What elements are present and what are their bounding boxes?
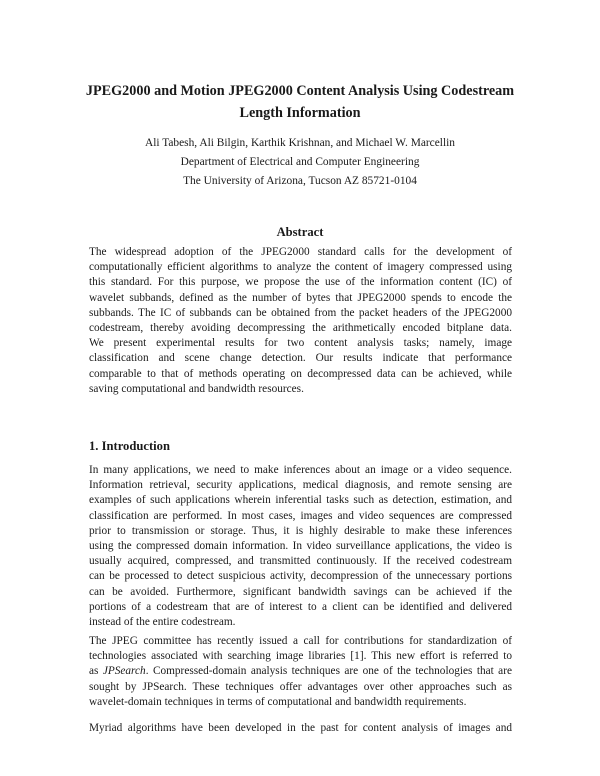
text-line: Myriad algorithms have been developed in the past for content analysis of images and: [89, 722, 512, 734]
text-line: The widespread adoption of the JPEG2000 standard calls for the development of: [89, 246, 512, 258]
paper-title-line-2: Length Information: [239, 105, 361, 121]
text-line: portions of a codestream that are of interest to a client can be identified and delivered: [89, 600, 512, 613]
text-line: can be processed to detect suspicious activity, decompression of the unnecessary portions: [89, 570, 512, 583]
text-line: classification are performed. In most cases, images and video sequences are compressed: [89, 509, 512, 522]
text-line: technologies associated with searching image libraries [1]. This new effort is referred to: [89, 650, 512, 663]
text-line: sought by JPSearch. These techniques offer advantages over other approaches such as: [89, 680, 512, 693]
text-line: usually acquired, compressed, and transmitted continuously. If the received codestream: [89, 555, 512, 568]
introduction-paragraph-3: [89, 721, 512, 736]
text-line: this standard. For this purpose, we propose the use of the information content (IC) of: [89, 276, 512, 289]
abstract-body: [89, 245, 512, 397]
paper-title-line-1: JPEG2000 and Motion JPEG2000 Content Analysis Using Codestream: [85, 83, 515, 99]
affiliation: The University of Arizona, Tucson AZ 85721-0104: [183, 175, 417, 187]
text-line: can be avoided. Furthermore, significant bandwidth savings can be achieved if the: [89, 585, 512, 598]
introduction-paragraph-2: [89, 634, 512, 710]
department: Department of Electrical and Computer Engineering: [180, 156, 420, 168]
text-line: We present experimental results for two content analysis tasks; namely, image: [89, 337, 512, 350]
text-line: In many applications, we need to make inferences about an image or a video sequence.: [89, 464, 512, 476]
text-line: The JPEG committee has recently issued a call for contributions for standardization of: [89, 635, 512, 647]
text-line: classification and scene change detection. Our results indicate that performance: [89, 352, 512, 365]
introduction-paragraph-1: [89, 463, 512, 630]
introduction-heading: 1. Introduction: [89, 439, 170, 453]
text-line: computationally efficient algorithms to analyze the content of imagery compressed using: [89, 261, 512, 274]
text-line: prior to transmission or storage. Thus, it is highly desirable to make these inferences: [89, 524, 512, 537]
text-line: Information retrieval, security applications, medical diagnosis, and remote sensing are: [89, 479, 512, 492]
abstract-heading: Abstract: [276, 225, 324, 239]
text-line: codestream, thereby avoiding decompressing the arithmetically encoded bitplane data.: [89, 321, 512, 334]
text-line: subbands. The IC of subbands can be obtained from the packet headers of the JPEG2000: [89, 306, 512, 319]
text-line: using the compressed domain information. In video surveillance applications, the video is: [89, 539, 512, 552]
text-line: wavelet-domain techniques in terms of computational and bandwidth requirements.: [89, 695, 467, 708]
emphasized-term: JPSearch: [102, 665, 146, 678]
text-line: comparable to that of methods operating on decompressed data can be achieved, while: [89, 367, 512, 380]
text-line: examples of such applications wherein inferential tasks such as detection, estimation, and: [89, 494, 512, 507]
text-line: wavelet subbands, defined as the number of bytes that JPEG2000 spends to encode the: [89, 291, 512, 304]
text-line: instead of the entire codestream.: [89, 615, 236, 628]
text-line: saving computational and bandwidth resources.: [89, 382, 304, 395]
author-list: Ali Tabesh, Ali Bilgin, Karthik Krishnan, and Michael W. Marcellin: [145, 137, 455, 149]
paper-title: [60, 80, 540, 124]
text-line: as JPSearch. Compressed-domain analysis techniques are one of the technologies that are: [89, 665, 512, 678]
